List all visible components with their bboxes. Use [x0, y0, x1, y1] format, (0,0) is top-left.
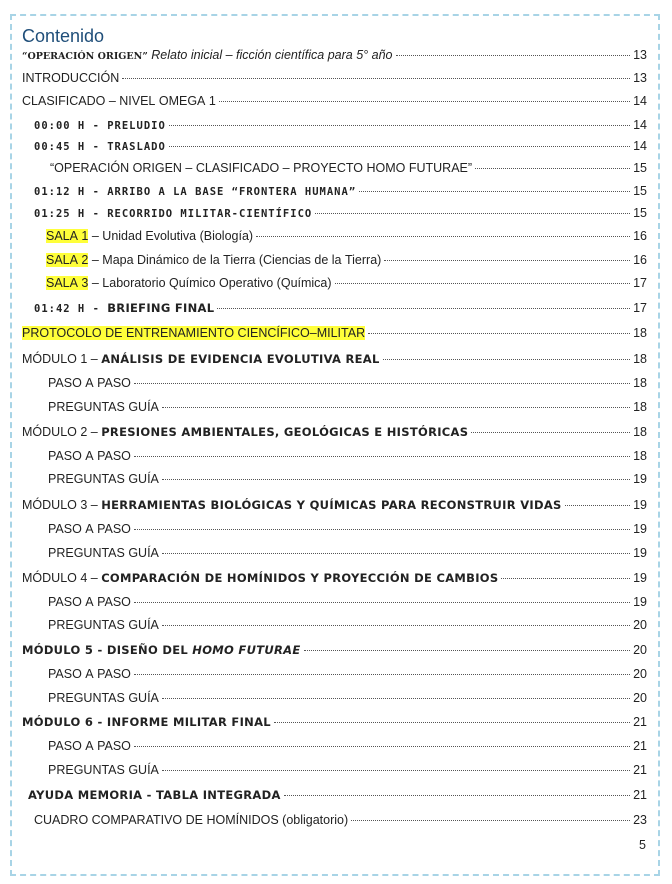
toc-page-number: 21 [633, 763, 647, 777]
toc-entry[interactable] [48, 376, 647, 396]
toc-entry-text: SALA 1 [46, 229, 89, 243]
toc-page-number: 18 [633, 376, 647, 390]
toc-entry-text: SALA 2 [46, 253, 89, 267]
toc-entry[interactable] [48, 595, 647, 615]
toc-entry-text: – Unidad Evolutiva (Biología) [88, 229, 254, 243]
dot-leader [169, 125, 630, 126]
toc-entry[interactable] [46, 229, 647, 249]
dot-leader [134, 602, 630, 603]
toc-entry[interactable] [48, 400, 647, 420]
dot-leader [383, 359, 630, 360]
toc-entry-text: Relato inicial – ficción científica para 5° año [147, 48, 393, 62]
toc-entry-text: PRESIONES AMBIENTALES, GEOLÓGICAS E HISTÓRICAS [101, 425, 469, 439]
toc-entry-text: “OPERACIÓN ORIGEN” [22, 51, 148, 62]
toc-entry-text: MÓDULO 4 – [22, 571, 102, 585]
dot-leader [284, 795, 630, 796]
toc-entry-text: PASO A PASO [48, 739, 131, 753]
dot-leader [122, 78, 630, 79]
toc-page-number: 20 [633, 618, 647, 632]
dot-leader [134, 746, 630, 747]
toc-entry[interactable] [28, 788, 647, 808]
toc-entry[interactable] [46, 253, 647, 273]
toc-entry[interactable] [48, 667, 647, 687]
dot-leader [396, 55, 631, 56]
toc-entry-text: CUADRO COMPARATIVO DE HOMÍNIDOS (obligatorio) [34, 813, 349, 827]
toc-entry-text: ANÁLISIS DE EVIDENCIA EVOLUTIVA REAL [101, 352, 380, 366]
dot-leader [256, 236, 630, 237]
toc-page-number: 15 [633, 161, 647, 175]
toc-entry[interactable] [22, 352, 647, 372]
toc-entry-text: HOMO FUTURAE [192, 643, 301, 657]
toc-entry-text: PROTOCOLO DE ENTRENAMIENTO CIENCÍFICO–MILITAR [22, 326, 366, 340]
toc-page-number: 14 [633, 118, 647, 132]
toc-entry-text: PASO A PASO [48, 376, 131, 390]
toc-entry-text: PREGUNTAS GUÍA [48, 763, 159, 777]
toc-page-number: 16 [633, 229, 647, 243]
toc-entry-text: MÓDULO 1 – [22, 352, 102, 366]
toc-entry[interactable] [22, 715, 647, 735]
dot-leader [162, 553, 630, 554]
toc-page-number: 19 [633, 472, 647, 486]
toc-entry[interactable] [34, 139, 647, 159]
toc-page-number: 18 [633, 400, 647, 414]
toc-entry[interactable] [48, 763, 647, 783]
dot-leader [384, 260, 630, 261]
dot-leader [335, 283, 631, 284]
dot-leader [162, 479, 630, 480]
toc-page-number: 21 [633, 739, 647, 753]
toc-page-number: 13 [633, 48, 647, 62]
toc-entry[interactable] [34, 118, 647, 138]
toc-entry[interactable] [50, 161, 647, 181]
toc-entry-text: CLASIFICADO – NIVEL OMEGA 1 [22, 94, 216, 108]
toc-page-number: 18 [633, 425, 647, 439]
toc-page-number: 19 [633, 546, 647, 560]
toc-entry[interactable] [34, 301, 647, 321]
toc-entry[interactable] [46, 276, 647, 296]
toc-page-number: 14 [633, 139, 647, 153]
dot-leader [134, 529, 630, 530]
toc-page-number: 17 [633, 301, 647, 315]
toc-entry-text: MÓDULO 2 – [22, 425, 102, 439]
dot-leader [475, 168, 630, 169]
toc-entry-text: – Mapa Dinámico de la Tierra (Ciencias de la Tierra) [88, 253, 382, 267]
dot-leader [169, 146, 630, 147]
toc-entry[interactable] [34, 813, 647, 833]
toc-entry-text: PASO A PASO [48, 667, 131, 681]
dot-leader [134, 674, 630, 675]
toc-page-number: 14 [633, 94, 647, 108]
toc-page-number: 19 [633, 498, 647, 512]
toc-entry-text: – Laboratorio Químico Operativo (Química) [88, 276, 332, 290]
toc-entry[interactable] [48, 449, 647, 469]
toc-entry-text: 01:12 H - ARRIBO A LA BASE “FRONTERA HUMANA” [34, 186, 357, 198]
toc-entry-text: MÓDULO 6 - INFORME MILITAR FINAL [22, 715, 271, 729]
toc-entry-text: PASO A PASO [48, 522, 131, 536]
dot-leader [304, 650, 631, 651]
dot-leader [359, 191, 630, 192]
dot-leader [219, 101, 630, 102]
toc-entry[interactable] [48, 472, 647, 492]
toc-page-number: 18 [633, 449, 647, 463]
toc-entry-text: PREGUNTAS GUÍA [48, 618, 159, 632]
dot-leader [501, 578, 630, 579]
toc-entry-text: PREGUNTAS GUÍA [48, 691, 159, 705]
toc-entry-text: 01:25 H - RECORRIDO MILITAR-CIENTÍFICO [34, 208, 313, 220]
toc-entry[interactable] [48, 546, 647, 566]
toc-entry[interactable] [48, 618, 647, 638]
toc-page-number: 20 [633, 667, 647, 681]
toc-entry-text: 00:00 H - PRELUDIO [34, 120, 166, 132]
dot-leader [351, 820, 630, 821]
toc-page-number: 21 [633, 715, 647, 729]
toc-page-number: 16 [633, 253, 647, 267]
toc-entry-text: SALA 3 [46, 276, 89, 290]
toc-entry[interactable] [34, 206, 647, 226]
toc-page-number: 15 [633, 206, 647, 220]
toc-page-number: 15 [633, 184, 647, 198]
toc-page-number: 20 [633, 643, 647, 657]
toc-entry-text: AYUDA MEMORIA - TABLA INTEGRADA [28, 788, 281, 802]
dot-leader [134, 383, 630, 384]
dot-leader [162, 770, 630, 771]
toc-entry-text: BRIEFING FINAL [107, 301, 215, 315]
toc-entry-text: 01:42 H - [34, 303, 108, 315]
toc-page-number: 23 [633, 813, 647, 827]
dot-leader [315, 213, 630, 214]
toc-page-number: 19 [633, 571, 647, 585]
toc-entry-text: COMPARACIÓN DE HOMÍNIDOS Y PROYECCIÓN DE CAMBIOS [101, 571, 499, 585]
toc-entry[interactable] [22, 326, 647, 346]
toc-page-number: 19 [633, 595, 647, 609]
toc-entry[interactable] [22, 498, 647, 518]
toc-entry-text: PASO A PASO [48, 595, 131, 609]
toc-page-number: 20 [633, 691, 647, 705]
toc-entry[interactable] [48, 739, 647, 759]
toc-entry-text: PREGUNTAS GUÍA [48, 546, 159, 560]
dot-leader [368, 333, 630, 334]
page-number: 5 [639, 838, 646, 852]
toc-page-number: 18 [633, 326, 647, 340]
toc-entry[interactable] [22, 643, 647, 663]
toc-entry-text: HERRAMIENTAS BIOLÓGICAS Y QUÍMICAS PARA RECONSTRUIR VIDAS [101, 498, 562, 512]
toc-entry[interactable] [22, 425, 647, 445]
dot-leader [162, 407, 630, 408]
toc-entry-text: MÓDULO 5 - DISEÑO DEL [22, 643, 193, 657]
toc-page-number: 19 [633, 522, 647, 536]
toc-entry-text: “OPERACIÓN ORIGEN – CLASIFICADO – PROYECTO HOMO FUTURAE” [50, 161, 473, 175]
toc-entry[interactable] [22, 71, 647, 91]
toc-entry-text: PREGUNTAS GUÍA [48, 472, 159, 486]
toc-page-number: 21 [633, 788, 647, 802]
toc-page-number: 18 [633, 352, 647, 366]
dot-leader [217, 308, 630, 309]
toc-title: Contenido [22, 26, 105, 46]
toc-entry-text: MÓDULO 3 – [22, 498, 102, 512]
toc-entry[interactable] [22, 571, 647, 591]
dot-leader [274, 722, 630, 723]
toc-entry[interactable] [22, 94, 647, 114]
dot-leader [565, 505, 630, 506]
toc-entry[interactable] [48, 691, 647, 711]
toc-entry-text: 00:45 H - TRASLADO [34, 141, 166, 153]
toc-entry-text: INTRODUCCIÓN [22, 71, 120, 85]
dot-leader [471, 432, 630, 433]
toc-entry[interactable] [34, 184, 647, 204]
dot-leader [134, 456, 630, 457]
toc-entry[interactable] [22, 48, 647, 68]
toc-page-number: 13 [633, 71, 647, 85]
toc-entry[interactable] [48, 522, 647, 542]
toc-page-number: 17 [633, 276, 647, 290]
toc-entry-text: PREGUNTAS GUÍA [48, 400, 159, 414]
dot-leader [162, 698, 630, 699]
toc-entry-text: PASO A PASO [48, 449, 131, 463]
dot-leader [162, 625, 630, 626]
